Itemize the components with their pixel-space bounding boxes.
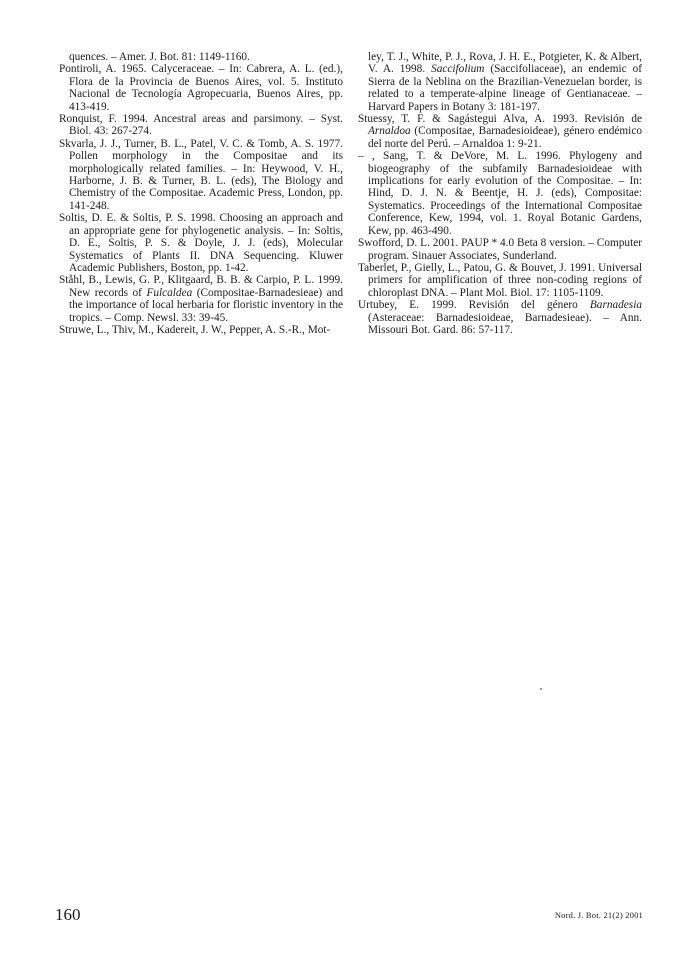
scan-speck bbox=[540, 688, 542, 690]
reference-taxon-name: Saccifolium bbox=[431, 63, 485, 76]
reference-motley bbox=[358, 51, 642, 113]
journal-citation: Nord. J. Bot. 21(2) 2001 bbox=[554, 910, 643, 920]
references-right-column bbox=[358, 51, 642, 336]
reference-text: (Asteraceae: Barnadesioideae, Barnadesieae). – Ann. Missouri Bot. Gard. 86: 57-117. bbox=[368, 311, 642, 336]
reference-taberlet: Taberlet, P., Gielly, L., Patou, G. & Bouvet, J. 1991. Universal primers for amplification of three non-coding regions of chloroplast DNA. – Plant Mol. Biol. 17: 1105-1109. bbox=[358, 261, 642, 299]
reference-ronquist: Ronquist, F. 1994. Ancestral areas and parsimony. – Syst. Biol. 43: 267-274. bbox=[59, 113, 343, 138]
reference-taxon-name: Barnadesia bbox=[589, 299, 642, 312]
reference-text: (Compositae, Barnadesioideae), género endémico del norte del Perú. – Arnaldoa 1: 9-21. bbox=[368, 125, 642, 150]
reference-soltis: Soltis, D. E. & Soltis, P. S. 1998. Choosing an approach and an appropriate gene for phylogenetic analysis. – In: Soltis, D. E., Soltis, P. S. & Doyle, J. J. (eds), Molecular Systematics of Plants II. DNA Sequencing. Kluwer Academic Publishers, Boston, pp. 1-42. bbox=[59, 212, 343, 274]
reference-urtubey bbox=[358, 299, 642, 336]
reference-taxon-name: Fulcaldea bbox=[146, 286, 193, 299]
reference-text: (Compositae-Barnadesieae) and the importance of local herbaria for floristic inventory in the tropics. – Comp. Newsl. 33: 39-45. bbox=[69, 286, 343, 324]
references-left-column bbox=[59, 51, 343, 336]
reference-swofford: Swofford, D. L. 2001. PAUP * 4.0 Beta 8 version. – Computer program. Sinauer Associates, Sunderland. bbox=[358, 237, 642, 262]
page-number: 160 bbox=[55, 905, 81, 924]
reference-pontiroli: Pontiroli, A. 1965. Calyceraceae. – In: Cabrera, A. L. (ed.), Flora de la Provincia de Buenos Aires, vol. 5. Instituto Nacional de Tecnología Agropecuaria, Buenos Aires, pp. 413-419. bbox=[59, 63, 343, 113]
reference-stuessy-1993 bbox=[358, 113, 642, 150]
reference-text: ley, T. J., White, P. J., Rova, J. H. E., Potgieter, K. & Albert, V. A. 1998. bbox=[368, 51, 642, 76]
reference-text: Urtubey, E. 1999. Revisión del género bbox=[358, 299, 590, 312]
reference-quences: quences. – Amer. J. Bot. 81: 1149-1160. bbox=[69, 51, 250, 63]
reference-taxon-name: Arnaldoa bbox=[368, 125, 411, 138]
reference-text: Ståhl, B., Lewis, G. P., Klitgaard, B. B. & Carpio, P. L. 1999. New records of bbox=[59, 274, 343, 299]
reference-text: (Saccifoliaceae), an endemic of Sierra de la Neblina on the Brazilian-Venezuelan border, is related to a temperate-alpine lineage of Gentianaceae. – Harvard Papers in Botany 3: 181-197. bbox=[368, 63, 642, 113]
reference-stahl bbox=[59, 274, 343, 324]
reference-struwe: Struwe, L., Thiv, M., Kadereit, J. W., Pepper, A. S.-R., Mot- bbox=[59, 323, 331, 336]
reference-stuessy-1996: – , Sang, T. & DeVore, M. L. 1996. Phylogeny and biogeography of the subfamily Barnadesioideae with implications for early evolution of the Compositae. – In: Hind, D. J. N. & Beentje, H. J. (eds), Compositae: Systematics. Proceedings of the International Compositae Conference, Kew, 1994, vol. 1. Royal Botanic Gardens, Kew, pp. 463-490. bbox=[358, 150, 642, 237]
reference-text: Stuessy, T. F. & Sagástegui Alva, A. 1993. Revisión de bbox=[358, 113, 642, 126]
reference-skvarla: Skvarla, J. J., Turner, B. L., Patel, V. C. & Tomb, A. S. 1977. Pollen morphology in the Compositae and its morphologically related families. – In: Heywood, V. H., Harborne, J. B. & Turner, B. L. (eds), The Biology and Chemistry of the Compositae. Academic Press, London, pp. 141-248. bbox=[59, 137, 343, 212]
